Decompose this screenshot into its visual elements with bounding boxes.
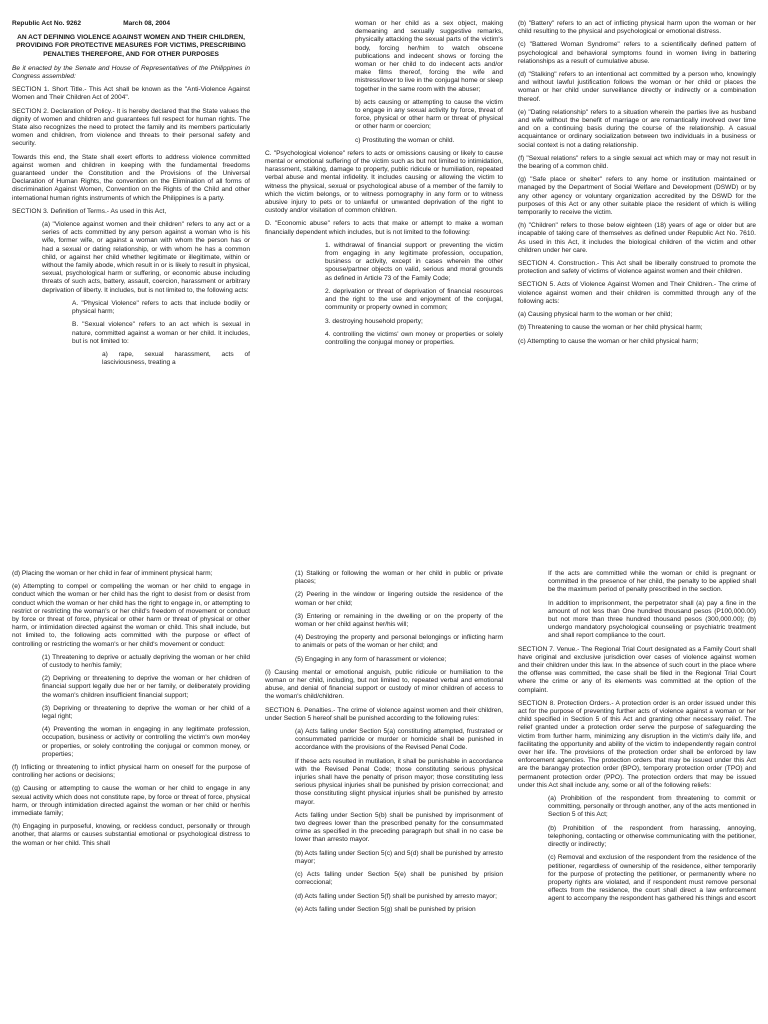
paragraph: (e) "Dating relationship" refers to a situation wherein the parties live as husband and wife without the benefit of marriage or are romantically involved over time and on a continuing basis during the course of the relationship. A casual acquaintance or ordinary socialization between two individuals in a business or social context is not a dating relationship. <box>518 108 756 149</box>
paragraph: C. "Psychological violence" refers to acts or omissions causing or likely to cause mental or emotional suffering of the victim such as but not limited to intimidation, harassment, stalking, damage to property, public ridicule or humiliation, repeated verbal abuse and mental infidelity. It includes causing or allowing the victim to witness the physical, sexual or psychological abuse of a member of the family to which the victim belongs, or to witness pornography in any form or to witness abusive injury to pets or to unlawful or unwanted deprivation of the right to custody and/or visitation of common children. <box>265 149 503 215</box>
paragraph: SECTION 2. Declaration of Policy.- It is hereby declared that the State values the dignity of women and children and guarantees full respect for human rights. The State also recognizes the need to protect the family and its members particularly women and children, from violence and threats to their personal safety and security. <box>12 107 250 148</box>
paragraph: (f) "Sexual relations" refers to a single sexual act which may or may not result in the bearing of a common child. <box>518 154 756 171</box>
paragraph: (a) Prohibition of the respondent from threatening to commit or committing, personally or through another, any of the acts mentioned in Section 5 of this Act; <box>548 795 756 819</box>
paragraph: (h) Engaging in purposeful, knowing, or reckless conduct, personally or through another, that alarms or causes substantial emotional or psychological distress to the woman or her child. This shall <box>12 823 250 847</box>
paragraph: (2) Depriving or threatening to deprive the woman or her children of financial support legally due her or her family, or deliberately providing the woman's children insufficient financial support; <box>42 675 250 699</box>
paragraph: (e) Attempting to compel or compelling the woman or her child to engage in conduct which the woman or her child has the right to desist from or desist from conduct which the woman or her child has the right to engage in, or attempting to restrict or restricting the woman's or her child's freedom of movement or conduct by force or threat of force, physical or other harm or threat of physical or other harm, or intimidation directed against the woman or child. This shall include, but not limited to, the following acts committed with the purpose or effect of controlling or restricting the woman's or her child's movement or conduct: <box>12 583 250 648</box>
paragraph: SECTION 7. Venue.- The Regional Trial Court designated as a Family Court shall have original and exclusive jurisdiction over cases of violence against women and their children under this law. In the absence of such court in the place where the offense was committed, the case shall be filed in the Regional Trial Court where the crime or any of its elements was committed at the option of the complaint. <box>518 645 756 694</box>
paragraph: (5) Engaging in any form of harassment or violence; <box>295 655 447 663</box>
paragraph: SECTION 4. Construction.- This Act shall be liberally construed to promote the protection and safety of victims of violence against women and their children. <box>518 260 756 276</box>
paragraph: 3. destroying household property; <box>325 317 423 325</box>
document-page-2 <box>0 560 768 1024</box>
paragraph: (h) "Children" refers to those below eighteen (18) years of age or older but are incapable of taking care of themselves as defined under Republic Act No. 7610. As used in this Act, it includes the biological children of the victim and other children under her care. <box>518 222 756 254</box>
page1-column-2 <box>265 20 503 516</box>
paragraph: SECTION 3. Definition of Terms.- As used in this Act, <box>12 207 167 215</box>
paragraph: (e) Acts falling under Section 5(g) shall be punished by prision <box>295 905 476 913</box>
act-number: Republic Act No. 9262 <box>12 20 82 27</box>
paragraph: D. "Economic abuse" refers to acts that make or attempt to make a woman financially dependent which includes, but is not limited to the following: <box>265 220 503 236</box>
paragraph: (b) "Battery" refers to an act of inflicting physical harm upon the woman or her child resulting to the physical and psychological or emotional distress. <box>518 20 756 36</box>
paragraph: Acts falling under Section 5(b) shall be punished by imprisonment of two degrees lower than the prescribed penalty for the consummated crime as specified in the preceding paragraph but shall in no case be lower than arresto mayor. <box>295 811 503 844</box>
paragraph: (g) Causing or attempting to cause the woman or her child to engage in any sexual activity which does not constitute rape, by force or threat of force, physical harm, or through intimidation directed against the woman or her child or her/his immediate family; <box>12 785 250 818</box>
paragraph: (c) Acts falling under Section 5(e) shall be punished by prision correccional; <box>295 871 503 887</box>
paragraph: A. "Physical Violence" refers to acts that include bodily or physical harm; <box>72 299 250 316</box>
paragraph: (1) Stalking or following the woman or her child in public or private places; <box>295 570 503 586</box>
document-header <box>12 20 250 28</box>
paragraph: a) rape, sexual harassment, acts of lasciviousness, treating a <box>102 350 250 367</box>
page1-column-3 <box>518 20 756 516</box>
paragraph: (f) Inflicting or threatening to inflict physical harm on oneself for the purpose of controlling her actions or decisions; <box>12 764 250 780</box>
paragraph: (b) Prohibition of the respondent from harassing, annoying, telephoning, contacting or otherwise communicating with the petitioner, directly or indirectly; <box>548 824 756 849</box>
paragraph: (a) "Violence against women and their children" refers to any act or a series of acts committed by any person against a woman who is his wife, former wife, or against a woman with whom the person has or had a sexual or dating relationship, or with whom he has a common child, or against her child whether legitimate or illegitimate, within or without the family abode, which result in or is likely to result in physical, sexual, psychological harm or suffering, or economic abuse including threats of such acts, battery, assault, coercion, harassment or arbitrary deprivation of liberty. It includes, but is not limited to, the following acts: <box>42 221 250 294</box>
page2-column-1 <box>12 570 250 1024</box>
paragraph: (4) Preventing the woman in engaging in any legitimate profession, occupation, business or activity or controlling the victim's own mon4ey or properties, or solely controlling the conjugal or common money, or properties; <box>42 726 250 758</box>
paragraph: (b) Acts falling under Section 5(c) and 5(d) shall be punished by arresto mayor; <box>295 849 503 865</box>
paragraph: If these acts resulted in mutilation, it shall be punishable in accordance with the Revised Penal Code; those constituting serious physical injuries shall have the penalty of prison mayor; those constituting less serious physical injuries shall be punished by prision correccional; and those constituting slight physical injuries shall be punished by arresto mayor. <box>295 757 503 806</box>
paragraph: SECTION 5. Acts of Violence Against Women and Their Children.- The crime of violence against women and their children is committed through any of the following acts: <box>518 281 756 305</box>
paragraph: B. "Sexual violence" refers to an act which is sexual in nature, committed against a woman or her child. It includes, but is not limited to: <box>72 321 250 345</box>
paragraph: SECTION 1. Short Title.- This Act shall be known as the "Anti-Violence Against Women and Their Children Act of 2004". <box>12 86 250 102</box>
paragraph: 2. deprivation or threat of deprivation of financial resources and the right to the use and enjoyment of the conjugal, community or property owned in common; <box>325 287 503 312</box>
paragraph: (d) Acts falling under Section 5(f) shall be punished by arresto mayor; <box>295 892 497 900</box>
act-date: March 08, 2004 <box>123 20 170 27</box>
paragraph: (a) Acts falling under Section 5(a) constituting attempted, frustrated or consummated parricide or murder or homicide shall be punished in accordance with the provisions of the Revised Penal Code. <box>295 728 503 752</box>
paragraph: (d) "Stalking" refers to an intentional act committed by a person who, knowingly and without lawful justification follows the woman or her child or places the woman or her child under surveillance directly or indirectly or a combination thereof. <box>518 71 756 103</box>
page2-column-3 <box>518 570 756 1024</box>
paragraph: (a) Causing physical harm to the woman or her child; <box>518 311 673 319</box>
paragraph: SECTION 6. Penalties.- The crime of violence against women and their children, under Section 5 hereof shall be punished according to the following rules: <box>265 706 503 722</box>
act-title: AN ACT DEFINING VIOLENCE AGAINST WOMEN AND THEIR CHILDREN, PROVIDING FOR PROTECTIVE MEASURES FOR VICTIMS, PRESCRIBING PENALTIES THEREFORE, AND FOR OTHER PURPOSES <box>16 34 246 58</box>
paragraph: (3) Depriving or threatening to deprive the woman or her child of a legal right; <box>42 704 250 721</box>
paragraph: (g) "Safe place or shelter" refers to any home or institution maintained or managed by the Department of Social Welfare and Development (DSWD) or by any other agency or voluntary organization accredited by the DSWD for the purposes of this Act or any other suitable place the resident of which is willing temporarily to receive the victim. <box>518 176 756 217</box>
paragraph: If the acts are committed while the woman or child is pregnant or committed in the presence of her child, the penalty to be applied shall be the maximum period of penalty prescribed in the section. <box>548 570 756 594</box>
page2-column-2 <box>265 570 503 1024</box>
paragraph: (b) Threatening to cause the woman or her child physical harm; <box>518 324 703 332</box>
paragraph: c) Prostituting the woman or child. <box>355 136 455 144</box>
paragraph: (d) Placing the woman or her child in fear of imminent physical harm; <box>12 570 213 577</box>
paragraph: (c) Attempting to cause the woman or her child physical harm; <box>518 337 699 345</box>
paragraph: SECTION 8. Protection Orders.- A protection order is an order issued under this act for the purpose of preventing further acts of violence against a woman or her child specified in Section 5 of this Act and granting other necessary relief. The relief granted under a protection order serve the purpose of safeguarding the victim from further harm, minimizing any disruption in the victim's daily life, and facilitating the opportunity and ability of the victim to independently regain control over her life. The provisions of the protection order shall be enforced by law enforcement agencies. The protection orders that may be issued under this Act are the barangay protection order (BPO), temporary protection order (TPO) and permanent protection order (PPO). The protection orders that may be issued under this Act shall include any, some or all of the following reliefs: <box>518 699 756 789</box>
paragraph: (3) Entering or remaining in the dwelling or on the property of the woman or her child against her/his will; <box>295 612 503 629</box>
enacting-clause: Be it enacted by the Senate and House of Representatives of the Philippines in Congress assembled: <box>12 64 250 81</box>
paragraph: woman or her child as a sex object, making demeaning and sexually suggestive remarks, physically attacking the sexual parts of the victim's body, forcing her/him to watch obscene publications and indecent shows or forcing the woman or her child to do indecent acts and/or make films thereof, forcing the wife and mistress/lover to live in the conjugal home or sleep together in the same room with the abuser; <box>355 20 503 93</box>
page-gap <box>0 520 768 560</box>
paragraph: In addition to imprisonment, the perpetrator shall (a) pay a fine in the amount of not less than One hundred thousand pesos (P100,000.00) but not more than three hundred thousand pesos (300,000.00); (b) undergo mandatory psychological counseling or psychiatric treatment and shall report compliance to the court. <box>548 599 756 640</box>
page1-column-1 <box>12 20 250 516</box>
paragraph: (i) Causing mental or emotional anguish, public ridicule or humiliation to the woman or her child, including, but not limited to, repeated verbal and emotional abuse, and denial of financial support or custody of minor children of access to the woman's child/children. <box>265 668 503 701</box>
paragraph: 4. controlling the victims' own money or properties or solely controlling the conjugal money or properties. <box>325 330 503 346</box>
paragraph: b) acts causing or attempting to cause the victim to engage in any sexual activity by force, threat of force, physical or other harm or threat of physical or other harm or coercion; <box>355 98 503 131</box>
paragraph: Towards this end, the State shall exert efforts to address violence committed against women and children in keeping with the fundamental freedoms guaranteed under the Constitution and the Provisions of the Universal Declaration of Human Rights, the convention on the Elimination of all forms of discrimination Against Women, Convention on the Rights of the Child and other international human rights instruments of which the Philippines is a party. <box>12 153 250 202</box>
paragraph: (1) Threatening to deprive or actually depriving the woman or her child of custody to her/his family; <box>42 653 250 670</box>
paragraph: (2) Peering in the window or lingering outside the residence of the woman or her child; <box>295 591 503 607</box>
paragraph: (4) Destroying the property and personal belongings or inflicting harm to animals or pets of the woman or her child; and <box>295 634 503 650</box>
paragraph: 1. withdrawal of financial support or preventing the victim from engaging in any legitimate profession, occupation, business or activity, except in cases wherein the other spouse/partner objects on valid, serious and moral grounds as defined in Article 73 of the Family Code; <box>325 241 503 282</box>
paragraph: (c) Removal and exclusion of the respondent from the residence of the petitioner, regardless of ownership of the residence, either temporarily for the purpose of protecting the petitioner, or permanently where no property rights are violated, and if respondent must remove personal effects from the residence, the court shall direct a law enforcement agent to accompany the respondent has gathered his things and escort <box>548 854 756 903</box>
paragraph: (c) "Battered Woman Syndrome" refers to a scientifically defined pattern of psychological and behavioral symptoms found in women living in battering relationships as a result of cumulative abuse. <box>518 41 756 65</box>
